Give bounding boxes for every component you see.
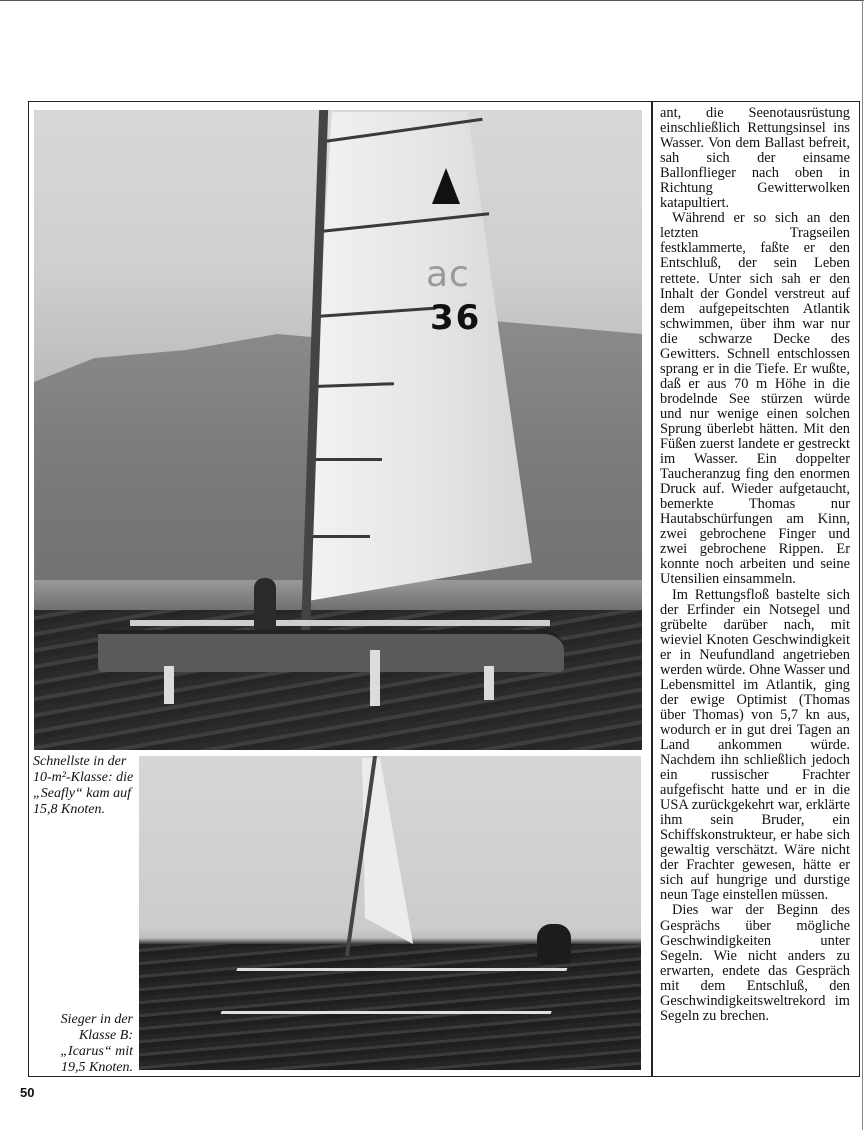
article-paragraph: ant, die Seenotausrüstung einschließlich Rettungsinsel ins Wasser. Von dem Ballast befreit, sah sich der einsame Ballonflieger nach oben in Richtung Gewitterwolken katapultiert. bbox=[660, 105, 850, 212]
sailor-figure bbox=[537, 924, 571, 964]
photo-seafly-catamaran bbox=[34, 110, 642, 750]
photo-caption-bottom: Sieger in der Klasse B: „Icarus“ mit 19,5 Knoten. bbox=[60, 1012, 133, 1075]
page-number: 50 bbox=[20, 1085, 35, 1100]
hydrofoil-frame bbox=[221, 968, 568, 1014]
boat-crossbar bbox=[130, 620, 550, 626]
sail-batten bbox=[312, 458, 382, 461]
hydrofoil bbox=[164, 666, 174, 704]
hydrofoil bbox=[370, 650, 380, 706]
article-paragraph: Im Rettungsfloß bastelte sich der Erfinder ein Notsegel und grübelte darüber nach, mit wieviel Knoten Geschwindigkeit er in Neufundland angetrieben werden würde. Ohne Wasser und Lebensmittel im Atlantik, ging der ewige Optimist (Thomas über Thomas) von 5,7 kn aus, wodurch er in gut drei Tagen an Land ankommen würde. Nachdem ihn schließlich jedoch ein russischer Frachter aufgefischt hatte und er in die USA zurückgekehrt war, erklärte ihm sein Bruder, ein Schiffskonstrukteur, er habe sich gewaltig verschätzt. Wäre nicht der Frachter gewesen, hätte er sich auf hungrige und durstige neun Tage einstellen müssen. bbox=[660, 586, 850, 904]
hydrofoil bbox=[484, 666, 494, 700]
sail-letters: ac bbox=[426, 254, 470, 295]
top-rule bbox=[0, 0, 864, 1]
photo-icarus-hydrofoil bbox=[139, 756, 641, 1070]
photo-caption-top: Schnellste in der 10-m²-Klasse: die „Seafly“ kam auf 15,8 Knoten. bbox=[33, 754, 134, 817]
mainsail bbox=[302, 112, 532, 602]
triangle-sail-logo bbox=[432, 168, 460, 204]
sailor-figure bbox=[254, 578, 276, 630]
right-edge-rule bbox=[862, 0, 863, 1130]
column-divider bbox=[651, 101, 653, 1077]
article-paragraph: Während er so sich an den letzten Tragseilen festklammerte, faßte er den Entschluß, der sein Leben rettete. Unter sich sah er den Inhalt der Gondel verstreut auf dem aufgepeitschten Atlantik schwimmen, über ihm war nur die schwarze Decke des Gewitters. Schnell entschlossen sprang er in die Tiefe. Er wußte, daß er aus 70 m Höhe in die brodelnde See stürzen würde und nur wenige einen solchen Sprung überlebt hätten. Mit den Füßen zuerst landete er gestreckt im Wasser. Ein doppelter Taucheranzug fing den enormen Druck auf. Wieder aufgetaucht, bemerkte Thomas nur Hautabschürfungen am Kinn, zwei gebrochene Finger und zwei gebrochene Rippen. Er konnte noch arbeiten und seine Utensilien einsammeln. bbox=[660, 210, 850, 588]
sail-batten bbox=[310, 535, 370, 538]
article-paragraph: Dies war der Beginn des Gesprächs über mögliche Geschwindigkeiten unter Segeln. Wie nicht anders zu erwarten, endete das Gespräch mit dem Entschluß, den Geschwindigkeitsweltrekord im Segeln zu brechen. bbox=[660, 902, 850, 1024]
sail-number: 36 bbox=[430, 298, 482, 338]
article-text-column bbox=[660, 106, 850, 1024]
